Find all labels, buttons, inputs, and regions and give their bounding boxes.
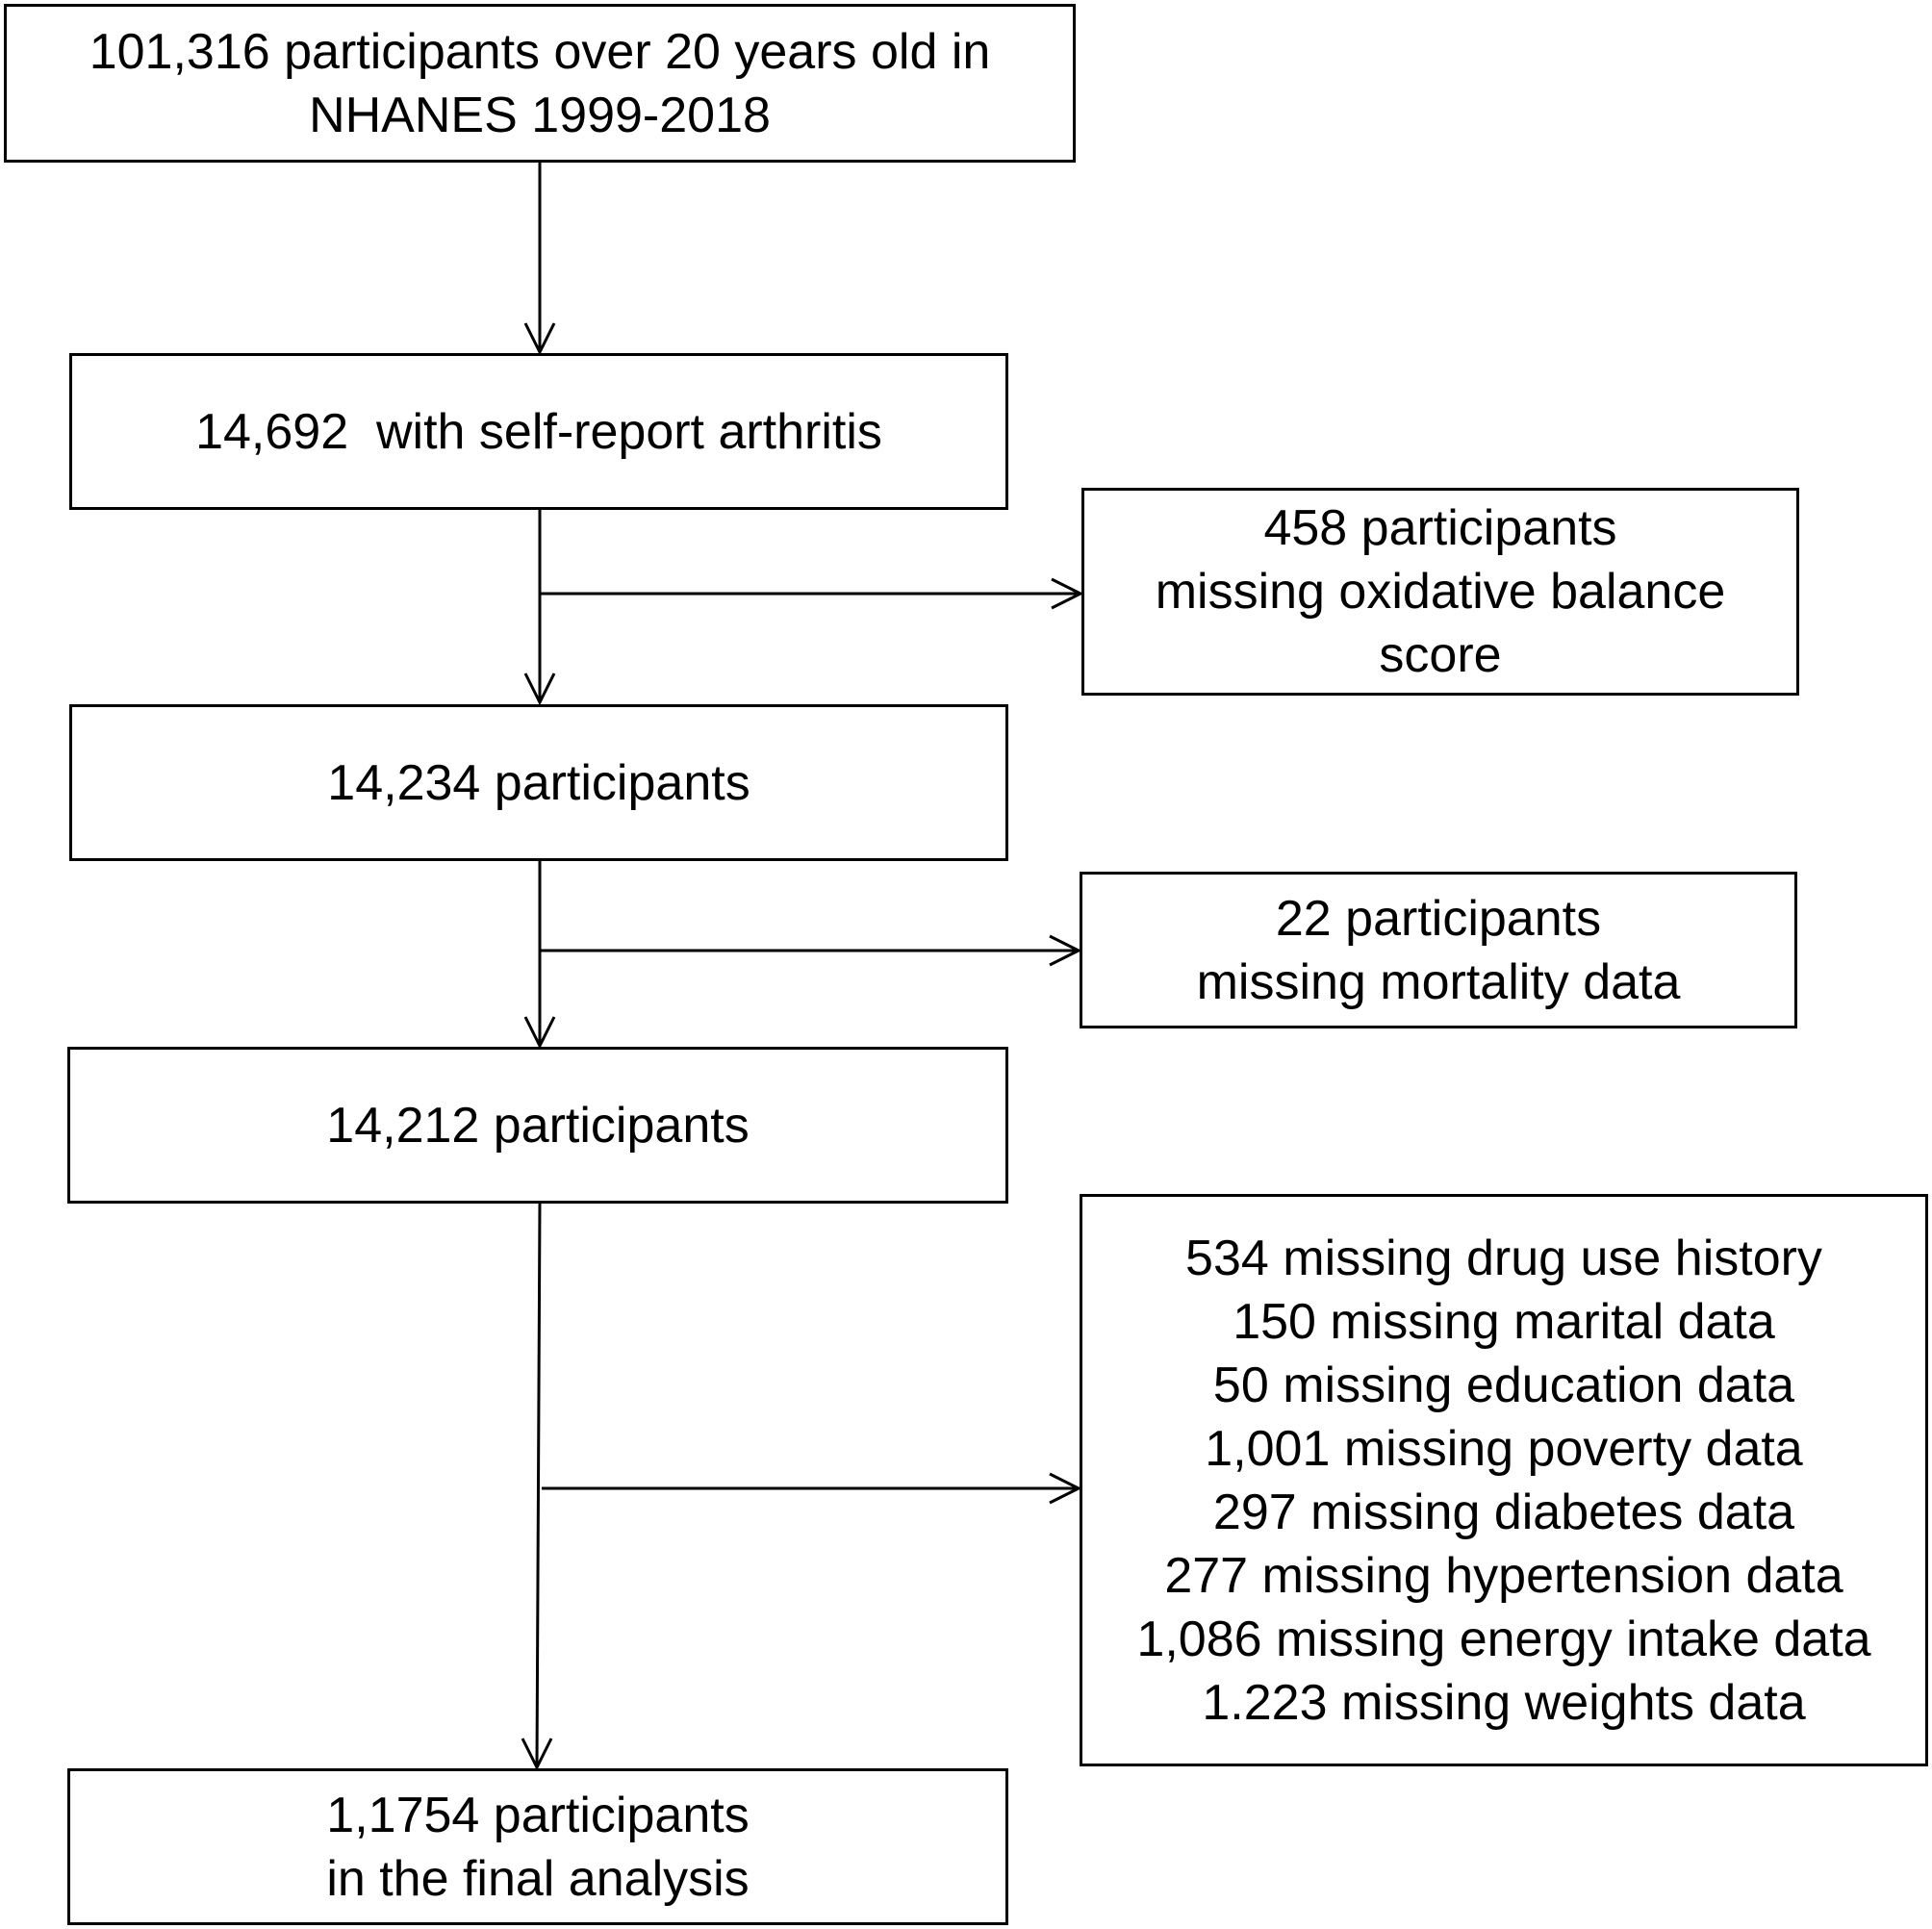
arrow-to-exclusion-mortality xyxy=(540,936,1079,965)
exclusion-mortality-line-2: missing mortality data xyxy=(1196,953,1681,1010)
exclusion-covariates-line-4: 1,001 missing poverty data xyxy=(1205,1420,1803,1477)
step-initial-line-1: 101,316 participants over 20 years old in xyxy=(89,23,991,80)
step-initial-line-2: NHANES 1999-2018 xyxy=(309,87,771,143)
exclusion-covariates-line-2: 150 missing marital data xyxy=(1233,1293,1775,1350)
arrow-arthritis-to-after-obs xyxy=(525,510,554,702)
arrow-initial-to-arthritis xyxy=(525,163,554,352)
exclusion-covariates-line-3: 50 missing education data xyxy=(1212,1357,1795,1413)
exclusion-covariates-line-6: 277 missing hypertension data xyxy=(1164,1547,1843,1604)
exclusion-covariates-line-8: 1.223 missing weights data xyxy=(1202,1674,1806,1731)
exclusion-obs-line-2: missing oxidative balance xyxy=(1155,564,1726,620)
exclusion-box-mortality xyxy=(1080,872,1797,1028)
step-final-line-2: in the final analysis xyxy=(326,1850,750,1907)
exclusion-covariates-line-1: 534 missing drug use history xyxy=(1185,1230,1822,1286)
arrow-to-exclusion-covariates xyxy=(542,1474,1079,1503)
exclusion-covariates-line-7: 1,086 missing energy intake data xyxy=(1136,1611,1871,1667)
exclusion-mortality-line-1: 22 participants xyxy=(1275,890,1602,947)
step-final-line-1: 1,1754 participants xyxy=(326,1787,750,1843)
step-after-mortality-line-1: 14,212 participants xyxy=(326,1097,750,1154)
step-box-final xyxy=(67,1768,1008,1925)
step-box-arthritis xyxy=(69,353,1008,510)
arrow-after-mortality-to-final xyxy=(522,1204,551,1767)
step-box-after-obs xyxy=(69,704,1008,861)
step-box-initial xyxy=(4,4,1076,163)
exclusion-obs-line-1: 458 participants xyxy=(1263,500,1617,556)
step-arthritis-line-1: 14,692 with self-report arthritis xyxy=(195,403,882,460)
arrow-to-exclusion-obs xyxy=(540,579,1080,608)
exclusion-box-obs xyxy=(1081,488,1799,696)
exclusion-box-covariates xyxy=(1080,1194,1928,1766)
arrow-after-obs-to-after-mortality xyxy=(525,861,554,1046)
exclusion-obs-line-3: score xyxy=(1379,627,1502,683)
exclusion-covariates-line-5: 297 missing diabetes data xyxy=(1212,1484,1795,1540)
step-box-after-mortality xyxy=(67,1047,1008,1204)
step-after-obs-line-1: 14,234 participants xyxy=(327,754,750,811)
